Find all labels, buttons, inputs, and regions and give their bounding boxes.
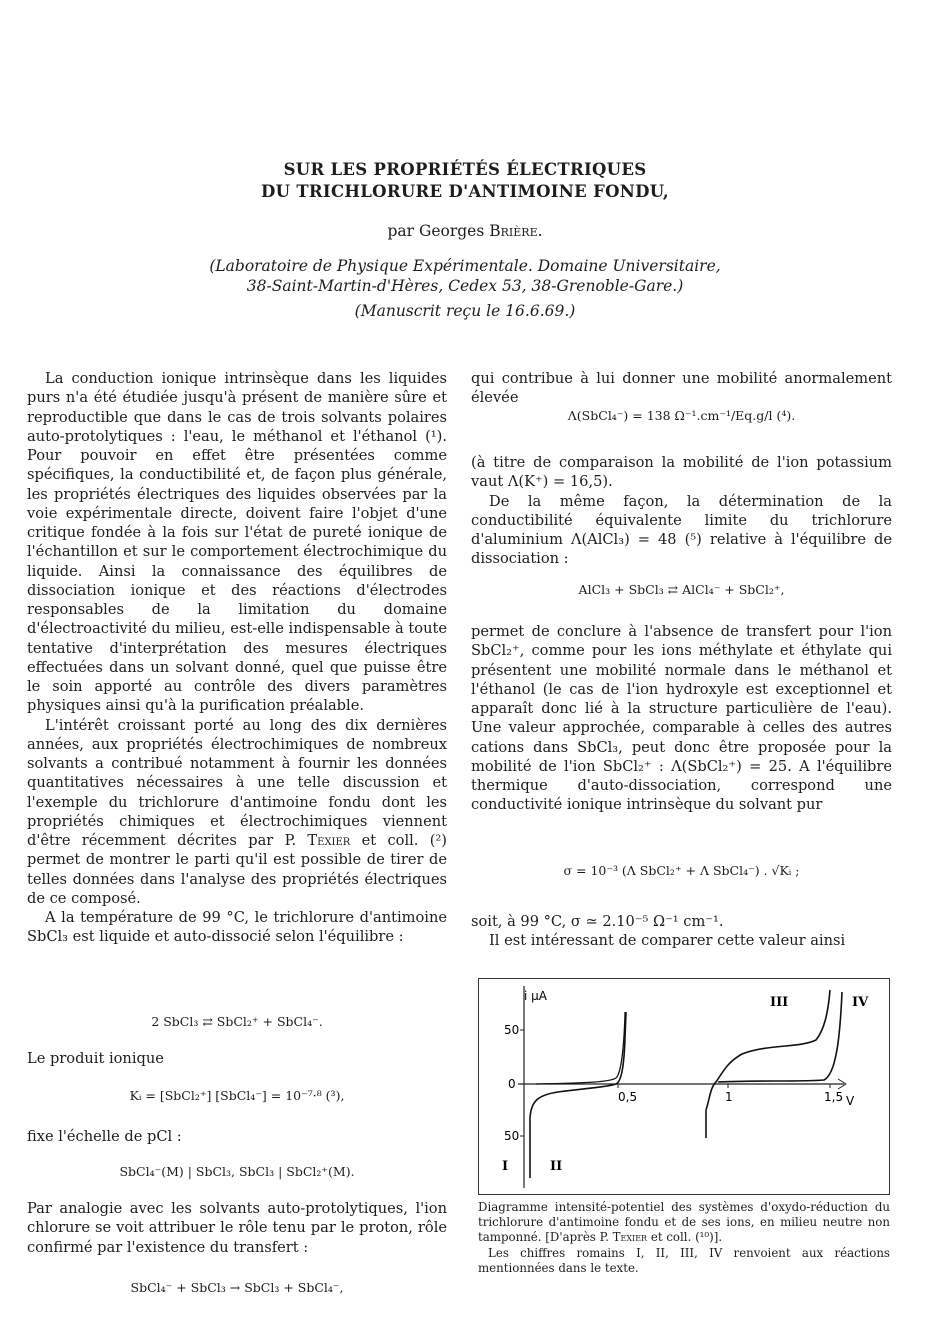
author-byline — [0, 222, 930, 240]
equation-conductivity: σ = 10⁻³ (Λ SbCl₂⁺ + Λ SbCl₄⁻) . √Kᵢ ; — [563, 863, 800, 878]
y-tick-label-zero: 0 — [508, 1077, 516, 1091]
equation-mobility-sbcl4: Λ(SbCl₄⁻) = 138 Ω⁻¹.cm⁻¹/Eq.g/l (⁴). — [567, 408, 796, 423]
right-para-6: Il est intéressant de comparer cette valeur ainsi — [489, 932, 846, 949]
equation-chloride-transfer: SbCl₄⁻ + SbCl₃ → SbCl₃ + SbCl₄⁻, — [130, 1280, 344, 1295]
figure-caption — [478, 1200, 890, 1276]
left-para-5: fixe l'échelle de pCl : — [27, 1128, 182, 1145]
y-axis-unit-label: i μA — [524, 989, 547, 1003]
author-prefix: par Georges — [387, 222, 485, 240]
received-date: (Manuscrit reçu le 16.6.69.) — [354, 302, 576, 320]
author-name: Brière. — [489, 222, 543, 240]
left-para-2a: L'intérêt croissant porté au long des dix dernières années, aux propriétés électrochimiques de nombreux solvants a contribué notamment à fournir les données quantitatives nécessaires à une telle discussion et l'exemple du trichlorure d'antimoine fondu dont les propriétés chimiques et électrochimiques viennent d'être récemment décrites par P. — [27, 716, 447, 849]
x-tick-label-2: 1 — [725, 1090, 733, 1104]
caption-part-a: Diagramme intensité-potentiel des systèmes d'oxydo-réduction du trichlorure d'antimoine fondu et de ses ions, en milieu neutre non tamponné. [D'après P. — [478, 1200, 890, 1245]
curve-label-IV: IV — [852, 995, 869, 1010]
right-para-5: soit, à 99 °C, σ ≃ 2.10⁻⁵ Ω⁻¹ cm⁻¹. — [471, 913, 724, 930]
equation-autodissociation: 2 SbCl₃ ⇄ SbCl₂⁺ + SbCl₄⁻. — [151, 1014, 323, 1029]
left-para-1: La conduction ionique intrinsèque dans les liquides purs n'a été étudiée jusqu'à présent de manière sûre et reproductible que dans le cas de trois solvants polaires auto-protolytiques : l'eau, le méthanol et l'éthanol (¹). Pour pouvoir en effet être présentées comme spécifiques, la conductibilité et, de façon plus générale, les propriétés électriques des liquides observées par la voie expérimentale directe, doivent faire l'objet d'une critique fondée à la fois sur l'état de pureté ionique de l'échantillon et sur le comportement électrochimique du liquide. Ainsi la connaissance des équilibres de dissociation ionique et des réactions d'électrodes responsables de la limitation du domaine d'électroactivité du milieu, est-elle indispensable à toute tentative d'interprétation des mesures électriques effectuées dans un solvant donné, quel que puisse être le soin apporté au contrôle des divers paramètres physiques ainsi qu'à la purification préalable. — [27, 370, 447, 715]
title-line-2: DU TRICHLORURE D'ANTIMOINE FONDU, — [261, 182, 669, 201]
equation-alcl3-dissociation: AlCl₃ + SbCl₃ ⇄ AlCl₄⁻ + SbCl₂⁺, — [578, 582, 785, 597]
curve-IV — [706, 992, 842, 1138]
right-para-1: qui contribue à lui donner une mobilité anormalement élevée — [471, 370, 892, 407]
x-tick-label-3: 1,5 — [824, 1090, 844, 1104]
cited-author-texier: Texier — [307, 832, 351, 849]
left-para-4: Le produit ionique — [27, 1050, 164, 1067]
y-tick-label-top: 50 — [504, 1023, 520, 1037]
left-para-2 — [27, 716, 447, 909]
right-para-4: permet de conclure à l'absence de transfert pour l'ion SbCl₂⁺, comme pour les ions méthylate et éthylate qui présentent une mobilité normale dans le méthanol et l'éthanol (le cas de l'ion hydroxyle est exceptionnel et apparaît donc lié à la structure particulière de l'eau). Une valeur approchée, comparable à celles des autres cations dans SbCl₃, peut donc être proposée pour la mobilité de l'ion SbCl₂⁺ : Λ(SbCl₂⁺) = 25. A l'équilibre thermique d'auto-dissociation, correspond une conductivité ionique intrinsèque du solvant pur — [471, 623, 892, 814]
left-column — [27, 369, 447, 947]
x-tick-label-1: 0,5 — [618, 1090, 638, 1104]
title-line-1: SUR LES PROPRIÉTÉS ÉLECTRIQUES — [283, 160, 647, 179]
left-para-2b: et coll. (²) permet de montrer le parti qu'il est possible de tirer de telles données dans l'analyse des propriétés électriques de ce composé. — [27, 832, 447, 907]
right-para-2: (à titre de comparaison la mobilité de l'ion potassium vaut Λ(K⁺) = 16,5). — [471, 454, 892, 491]
caption-part-b: et coll. (¹⁰)]. — [650, 1230, 723, 1245]
curve-label-III: III — [770, 995, 789, 1010]
left-para-6: Par analogie avec les solvants auto-protolytiques, l'ion chlorure se voit attribuer le rôle tenu par le proton, rôle confirmé par l'existence du transfert : — [27, 1200, 447, 1256]
curve-II — [530, 1012, 626, 1178]
x-axis-unit-label: V — [846, 1094, 855, 1108]
caption-cited-author: Texier — [612, 1230, 648, 1245]
equation-pcl-scale: SbCl₄⁻(M) | SbCl₃, SbCl₃ | SbCl₂⁺(M). — [119, 1164, 355, 1179]
intensity-potential-diagram — [478, 978, 890, 1195]
equation-ionic-product: Kᵢ = [SbCl₂⁺] [SbCl₄⁻] = 10⁻⁷·⁸ (³), — [129, 1088, 345, 1103]
affiliation-line-2: 38-Saint-Martin-d'Hères, Cedex 53, 38-Grenoble-Gare.) — [246, 277, 684, 295]
caption-text — [478, 1200, 890, 1246]
affiliation-line-1: (Laboratoire de Physique Expérimentale. Domaine Universitaire, — [209, 257, 721, 275]
y-tick-label-bottom: 50 — [504, 1129, 520, 1143]
curve-label-I: I — [502, 1159, 509, 1174]
right-column-body — [471, 453, 892, 569]
left-para-3: A la température de 99 °C, le trichlorure d'antimoine SbCl₃ est liquide et auto-dissocié selon l'équilibre : — [27, 909, 447, 946]
right-para-3: De la même façon, la détermination de la conductibilité équivalente limite du trichlorure d'aluminium Λ(AlCl₃) = 48 (⁵) relative à l'équilibre de dissociation : — [471, 492, 892, 568]
curve-I — [536, 1012, 625, 1084]
curve-label-II: II — [550, 1159, 563, 1174]
caption-note: Les chiffres romains I, II, III, IV renvoient aux réactions mentionnées dans le texte. — [478, 1245, 890, 1275]
